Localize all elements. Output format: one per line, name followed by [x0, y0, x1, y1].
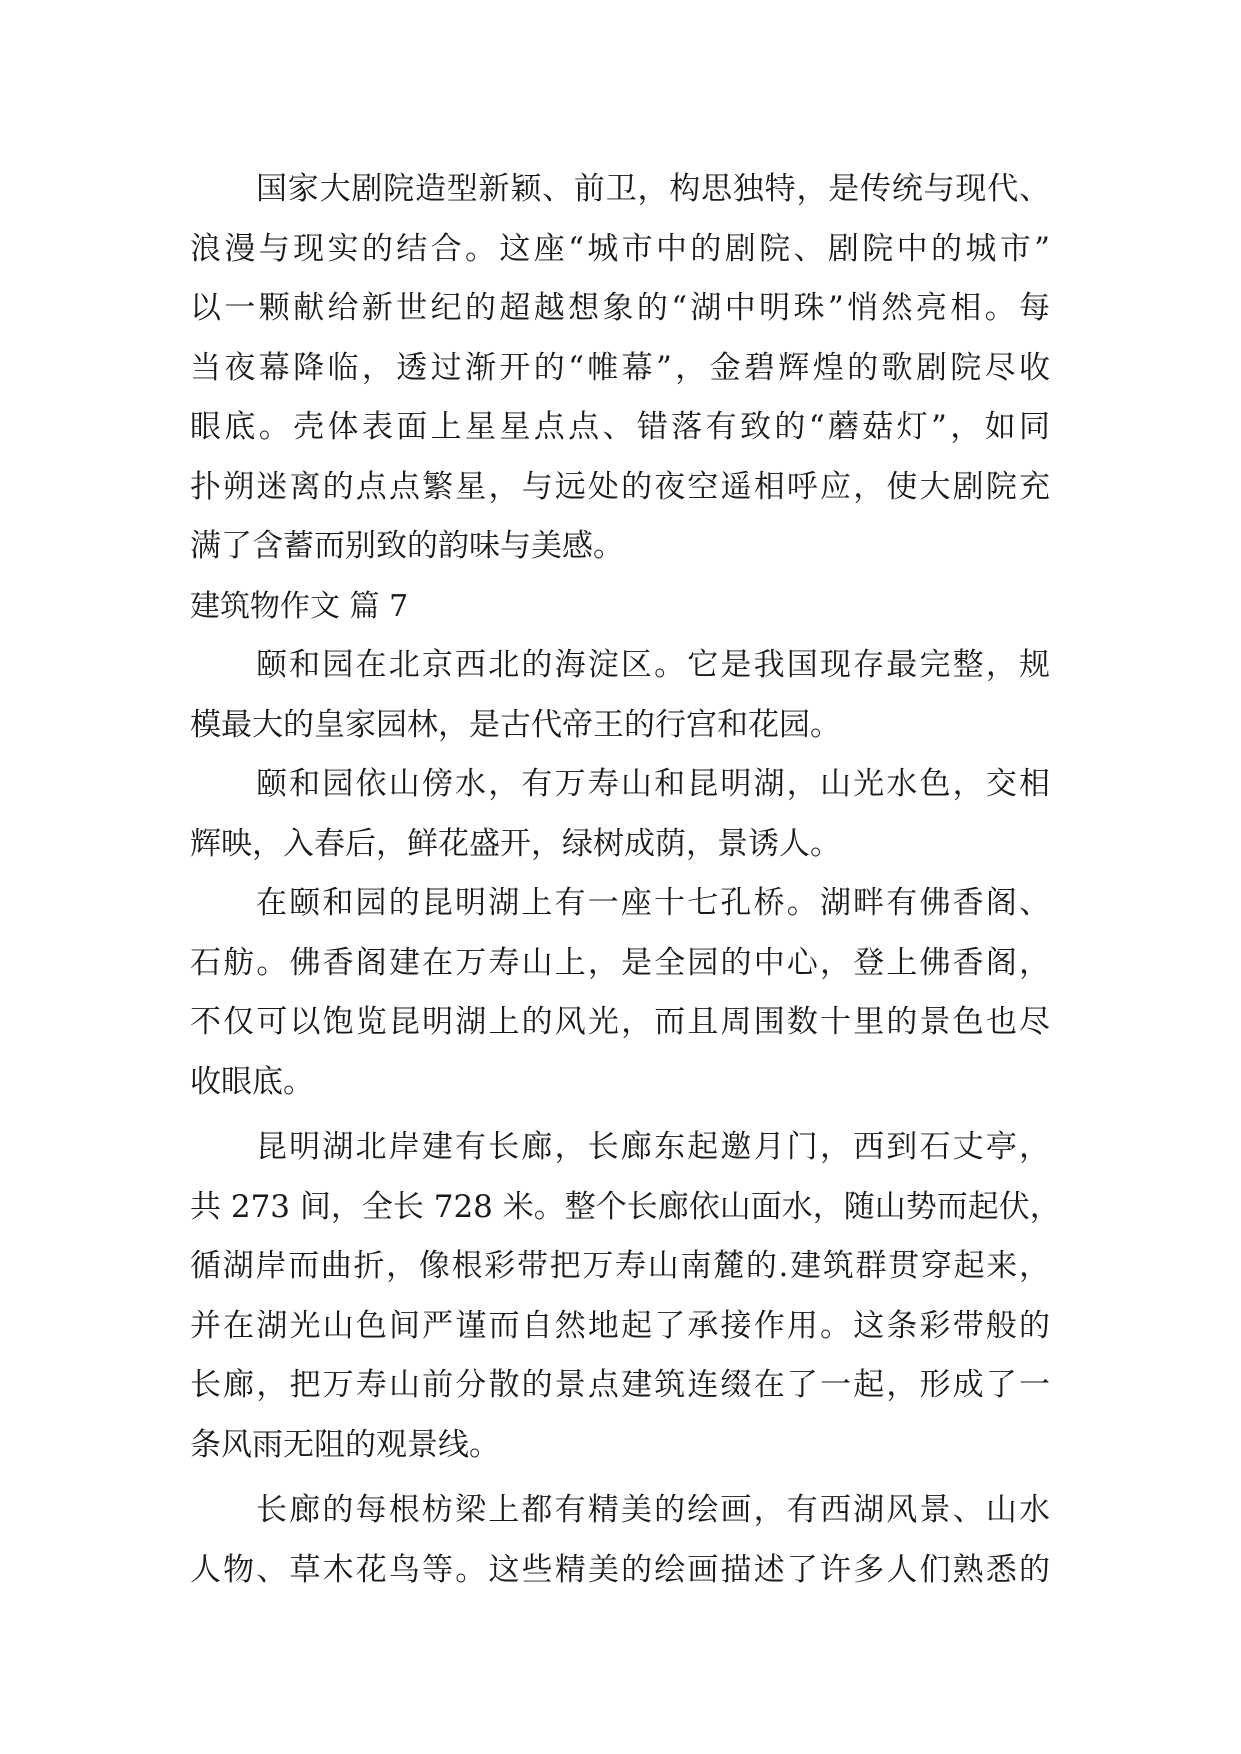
text-line: 并在湖光山色间严谨而自然地起了承接作用。这条彩带般的 [190, 1307, 1050, 1344]
text-line: 昆明湖北岸建有长廊，长廊东起邀月门，西到石丈亭， [256, 1129, 1050, 1165]
paragraph-summer-palace-location [190, 636, 1050, 755]
text-line: 满了含蓄而别致的韵味与美感。 [190, 528, 624, 564]
text-line: 长廊的每根枋梁上都有精美的绘画，有西湖风景、山水 [256, 1492, 1050, 1528]
paragraph-corridor-paintings [190, 1481, 1050, 1600]
text-line: 颐和园在北京西北的海淀区。它是我国现存最完整，规 [256, 647, 1050, 683]
text-line: 条风雨无阻的观景线。 [190, 1426, 500, 1463]
text-line: 浪漫与现实的结合。这座“城市中的剧院、剧院中的城市” [190, 230, 1050, 267]
text-line: 当夜幕降临，透过渐开的“帷幕”，金碧辉煌的歌剧院尽收 [190, 349, 1050, 386]
paragraph-national-theater [190, 160, 1050, 577]
text-line: 石舫。佛香阁建在万寿山上，是全园的中心，登上佛香阁， [190, 944, 1050, 981]
text-line: 长廊，把万寿山前分散的景点建筑连缀在了一起，形成了一 [190, 1367, 1050, 1403]
text-line: 循湖岸而曲折，像根彩带把万寿山南麓的.建筑群贯穿起来， [190, 1248, 1050, 1284]
text-line: 人物、草木花鸟等。这些精美的绘画描述了许多人们熟悉的 [190, 1551, 1050, 1588]
paragraph-seventeen-arch-bridge [190, 874, 1050, 1112]
text-line: 眼底。壳体表面上星星点点、错落有致的“蘑菇灯”，如同 [190, 409, 1050, 445]
paragraph-summer-palace-scenery [190, 755, 1050, 874]
text-line: 以一颗献给新世纪的超越想象的“湖中明珠”悄然亮相。每 [190, 290, 1050, 326]
document-body [190, 160, 1061, 1600]
text-line: 共 273 间，全长 728 米。整个长廊依山面水，随山势而起伏， [190, 1188, 1061, 1225]
text-line: 颐和园依山傍水，有万寿山和昆明湖，山光水色，交相 [256, 766, 1050, 802]
heading-text: 建筑物作文 篇 7 [190, 588, 409, 624]
text-line: 扑朔迷离的点点繁星，与远处的夜空遥相呼应，使大剧院充 [190, 468, 1050, 505]
text-line: 辉映，入春后，鲜花盛开，绿树成荫，景诱人。 [190, 825, 841, 862]
paragraph-long-corridor [190, 1118, 1061, 1475]
section-heading [190, 577, 1050, 637]
text-line: 不仅可以饱览昆明湖上的风光，而且周围数十里的景色也尽 [190, 1004, 1050, 1040]
text-line: 在颐和园的昆明湖上有一座十七孔桥。湖畔有佛香阁、 [256, 885, 1050, 921]
text-line: 收眼底。 [190, 1063, 314, 1100]
text-line: 模最大的皇家园林，是古代帝王的行宫和花园。 [190, 706, 841, 743]
text-line: 国家大剧院造型新颖、前卫，构思独特，是传统与现代、 [256, 171, 1050, 207]
